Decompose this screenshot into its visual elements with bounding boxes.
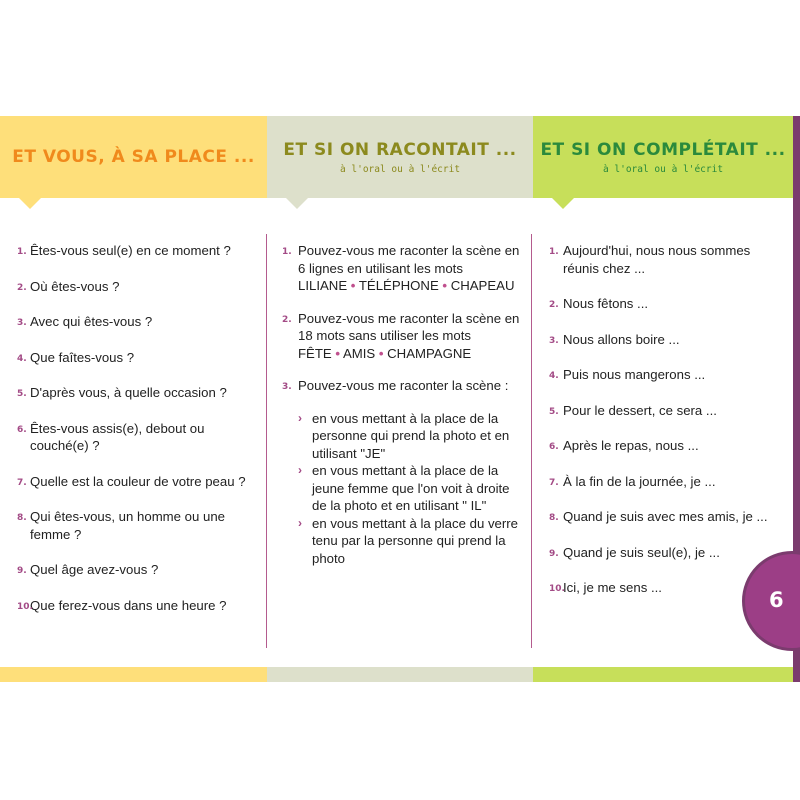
item-number: 1. [549,247,559,257]
column-3-subtitle: à l'oral ou à l'écrit [602,163,724,175]
list-item [17,349,259,367]
list-item [549,473,774,491]
item-number: 7. [17,477,27,488]
chevron-right-icon: › [298,410,302,425]
list-item [17,384,259,402]
item-number: 1. [17,247,27,257]
list-item [549,579,774,597]
column-3-title: ET SI ON COMPLÉTAIT ... [540,139,786,160]
page-number: 6 [769,588,784,612]
item-text: Puis nous mangerons ... [563,367,706,382]
item-number: 7. [549,477,559,488]
item-text: D'après vous, à quelle occasion ? [30,385,227,400]
item-text: Quand je suis seul(e), je ... [563,544,720,560]
list-item [17,508,259,543]
header-pointer [286,198,308,209]
column-3-list [549,242,774,615]
bullet-separator: • [335,345,340,361]
item-text: Après le repas, nous ... [563,438,699,453]
sub-list-item [298,410,522,463]
item-number: 1. [282,247,292,257]
item-number: 10. [17,601,33,612]
item-number: 9. [549,548,559,559]
item-number: 6. [17,424,27,435]
chevron-right-icon: › [298,463,302,477]
item-text: Êtes-vous seul(e) en ce moment ? [30,243,231,258]
item-text: Quand je suis avec mes amis, je ... [563,509,768,524]
keyword: FÊTE [298,345,332,361]
list-item [549,366,774,384]
header-pointer [552,198,574,209]
list-item [17,278,259,296]
header-pointer [19,198,41,209]
column-2-title: ET SI ON RACONTAIT ... [283,139,517,160]
item-text: Pour le dessert, ce sera ... [563,402,717,418]
sub-item-text: en vous mettant à la place de la personne qui prend la photo et en utilisant "JE" [312,410,510,461]
item-number: 2. [17,282,27,293]
footer-band-sage [267,667,533,682]
item-number: 2. [282,314,292,325]
list-item [549,402,774,420]
column-1-title: ET VOUS, À SA PLACE ... [12,147,255,167]
chevron-right-icon: › [298,515,302,530]
item-text: Ici, je me sens ... [563,580,662,595]
keyword: TÉLÉPHONE [358,278,439,293]
list-item [282,377,522,567]
list-item [17,561,259,579]
item-text: Où êtes-vous ? [30,278,120,294]
bullet-separator: • [378,345,384,361]
column-divider [266,234,267,648]
item-number: 5. [17,389,27,399]
item-text: Pouvez-vous me raconter la scène en 18 mots sans utiliser les mots [298,310,520,343]
footer-band-lime [533,667,793,682]
item-text: À la fin de la journée, je ... [563,473,716,489]
keyword: CHAMPAGNE [387,345,472,361]
sub-item-text: en vous mettant à la place de la jeune femme que l'on voit à droite de la photo et en utilisant " IL" [312,463,510,513]
column-2-subtitle: à l'oral ou à l'écrit [339,163,461,175]
list-item [549,437,774,455]
item-number: 3. [282,382,292,392]
item-number: 10. [549,584,565,594]
bullet-separator: • [350,278,356,293]
sub-list-item [298,515,522,568]
item-text: Que faîtes-vous ? [30,349,135,365]
sub-list-item [298,462,522,515]
item-text: Nous allons boire ... [563,331,680,347]
column-1-header [0,116,267,198]
column-1-list [17,242,259,632]
keyword: LILIANE [298,278,348,293]
footer-band-yellow [0,667,267,682]
column-2-header [267,116,533,198]
item-number: 4. [17,353,27,364]
item-text: Pouvez-vous me raconter la scène : [298,378,509,393]
bullet-separator: • [442,278,448,293]
item-number: 9. [17,566,27,576]
item-text: Quelle est la couleur de votre peau ? [30,473,246,489]
column-2-list [282,242,522,582]
item-text: Pouvez-vous me raconter la scène en 6 lignes en utilisant les mots [298,243,520,276]
column-3-header [533,116,793,198]
list-item [549,508,774,526]
item-number: 4. [549,371,559,381]
item-number: 3. [549,335,559,346]
item-text: Êtes-vous assis(e), debout ou couché(e) ? [30,420,205,453]
item-number: 6. [549,442,559,452]
item-number: 2. [549,300,559,310]
item-text: Qui êtes-vous, un homme ou une femme ? [30,509,225,542]
item-text: Que ferez-vous dans une heure ? [30,597,227,613]
list-item [17,313,259,331]
list-item [17,242,259,260]
list-item [17,597,259,615]
item-number: 3. [17,318,27,328]
list-item [549,331,774,349]
item-number: 5. [549,406,559,417]
list-item [549,242,774,277]
item-text: Avec qui êtes-vous ? [30,314,153,329]
item-text: Nous fêtons ... [563,296,649,311]
list-item [282,242,522,295]
sub-item-text: en vous mettant à la place du verre tenu par la personne qui prend la photo [312,515,518,566]
keyword: AMIS [342,345,376,361]
item-text: Aujourd'hui, nous nous sommes réunis chez ... [563,243,751,276]
item-number: 8. [549,513,559,523]
item-text: Quel âge avez-vous ? [30,562,159,577]
list-item [282,310,522,363]
list-item [17,473,259,491]
column-divider [531,234,532,648]
item-number: 8. [17,513,27,523]
list-item [549,544,774,562]
list-item [549,295,774,313]
sub-list [282,410,522,568]
keyword: CHAPEAU [450,278,515,293]
list-item [17,420,259,455]
